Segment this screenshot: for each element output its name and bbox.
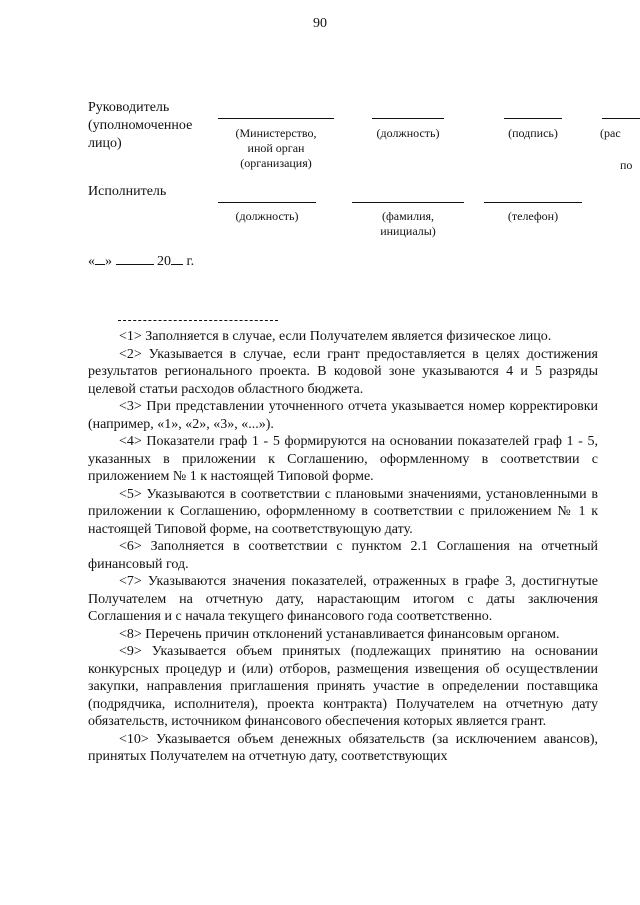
footnotes — [88, 328, 598, 766]
head-label-line: лицо) — [88, 136, 122, 151]
organization-caption — [218, 126, 334, 171]
date-close-quote: » — [105, 254, 112, 269]
executor-name-caption — [352, 209, 464, 239]
signature-line — [504, 118, 562, 119]
signature-caption: (подпись) — [508, 126, 558, 140]
organization-signature-line — [218, 118, 334, 119]
page-number: 90 — [313, 16, 327, 31]
footnote-separator — [118, 320, 278, 321]
head-label-line: Руководитель — [88, 100, 170, 115]
footnote-4: <4> Показатели граф 1 - 5 формируются на основании показателей граф 1 - 5, указанных в приложении к Соглашению, оформленному в соответствии с приложением № 1 к настоящей Типовой форме. — [88, 434, 598, 484]
footnote-10: <10> Указывается объем денежных обязательств (за исключением авансов), принятых Получателем на отчетную дату, соответствующих — [88, 731, 598, 764]
year-suffix: г. — [183, 254, 195, 269]
year-blank — [171, 252, 183, 265]
month-blank — [116, 252, 154, 265]
executor-phone-caption: (телефон) — [507, 209, 559, 223]
footnote-2: <2> Указывается в случае, если грант предоставляется в целях достижения результатов регионального проекта. В кодовой зоне указываются 4 и 5 разряды целевой статьи расходов областного бюджета. — [88, 346, 598, 397]
footnote-5: <5> Указываются в соответствии с плановыми значениями, установленными в приложении к Соглашению, оформленному в соответствии с приложением № 1 к настоящей Типовой форме, на соответствующую дату. — [88, 486, 598, 537]
executor-name-line — [352, 202, 464, 203]
clipped-caption-2: по — [620, 158, 633, 172]
head-label-line: (уполномоченное — [88, 118, 193, 133]
year-prefix: 20 — [157, 254, 171, 269]
executor-position-caption: (должность) — [235, 209, 299, 223]
footnote-3: <3> При представлении уточненного отчета указывается номер корректировки (например, «1», «2», «3», «...»). — [88, 399, 598, 432]
caption-line: (организация) — [240, 156, 312, 170]
footnote-9: <9> Указывается объем принятых (подлежащих принятию на основании конкурсных процедур и (или) отборов, размещения извещения об осуществлении закупки, направления приглашения принять участие в определении поставщика (подрядчика, исполнителя), проекта контракта) Получателем на отчетную дату обязательств, источником финансового обеспечения которых является грант. — [88, 644, 598, 729]
executor-phone-line — [484, 202, 582, 203]
clipped-caption-1: (рас — [600, 126, 621, 140]
head-label — [88, 99, 192, 153]
clipped-signature-line — [602, 118, 640, 119]
footnote-1: <1> Заполняется в случае, если Получателем является физическое лицо. — [119, 329, 552, 344]
caption-line: (фамилия, — [381, 209, 435, 223]
executor-label: Исполнитель — [88, 184, 167, 199]
position-signature-line — [372, 118, 444, 119]
executor-position-line — [218, 202, 316, 203]
caption-line: иной орган — [247, 141, 305, 155]
date-line — [88, 252, 194, 270]
footnote-7: <7> Указываются значения показателей, отраженных в графе 3, достигнутые Получателем на отчетную дату, нарастающим итогом с даты заключения Соглашения и с начала текущего финансового года соответственно. — [88, 574, 598, 624]
caption-line: (Министерство, — [235, 126, 317, 140]
position-caption: (должность) — [376, 126, 440, 140]
footnote-6: <6> Заполняется в соответствии с пунктом 2.1 Соглашения на отчетный финансовый год. — [88, 539, 598, 572]
footnote-8: <8> Перечень причин отклонений устанавливается финансовым органом. — [119, 626, 560, 642]
day-blank — [95, 252, 105, 265]
date-open-quote: « — [88, 254, 95, 269]
caption-line: инициалы) — [380, 224, 436, 238]
